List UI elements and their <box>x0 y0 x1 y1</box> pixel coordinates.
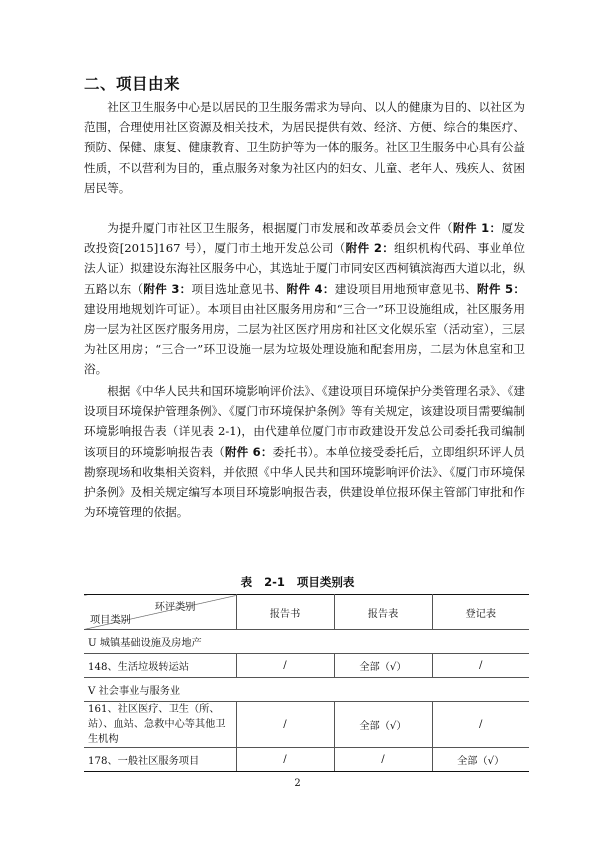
row-label: 178、一般社区服务项目 <box>84 748 236 772</box>
project-category-table <box>84 594 529 772</box>
paragraph-project-background <box>84 218 525 380</box>
page-number: 2 <box>294 778 301 789</box>
table-row <box>84 654 529 678</box>
diag-header-bottom: 项目类别 <box>90 615 131 626</box>
column-header: 报告表 <box>334 595 432 630</box>
table-cell: 全部（√） <box>334 654 432 678</box>
table-cell: / <box>432 702 529 748</box>
diag-header-top: 环评类别 <box>154 602 196 613</box>
table-section-row <box>84 678 529 702</box>
table-caption: 表 2-1 项目类别表 <box>240 575 355 589</box>
table-cell: 全部（√） <box>432 748 529 772</box>
row-label: 148、生活垃圾转运站 <box>84 654 236 678</box>
text-run: 建设项目用地预审意见书、 <box>334 281 478 296</box>
table-section-row <box>84 630 529 654</box>
paragraph-intro: 社区卫生服务中心是以居民的卫生服务需求为导向、以人的健康为目的、以社区为范围，合理使用社区资源及相关技术，为居民提供有效、经济、方便、综合的集医疗、预防、保健、康复、健康教育、卫生防护等为一体的服务。社区卫生服务中心具有公益性质，不以营利为目的，重点服务对象为社区内的妇女、儿童、老年人、残疾人、贫困居民等。 <box>84 100 525 195</box>
table-header-row <box>84 595 529 630</box>
table-row <box>84 702 529 748</box>
text-run: 根据《中华人民共和国环境影响评价法》、《建设项目环境保护分类管理名录》、《建设项目环境保护管理条例》、《厦门市环境保护条例》等有关规定，该建设项目需要编制环境影响报告表（详见表 2-1)，由代建单位厦门市市政建设开发总公司委托我司编制该项目的环境影响报告表（ <box>84 384 525 459</box>
table-cell: 全部（√） <box>334 702 432 748</box>
text-run: 项目选址意见书、 <box>191 281 287 296</box>
table-cell: / <box>236 702 334 748</box>
text-run: 为提升厦门市社区卫生服务，根据厦门市发展和改革委员会文件（ <box>107 221 453 235</box>
text-run: 委托书）。本单位接受委托后，立即组织环评人员勘察现场和收集相关资料，并依照《中华人民共和国环境影响评价法》、《厦门市环境保护条例》及相关规定编写本项目环境影响报告表，供建设单位报环保主管部门审批和作为环境管理的依据。 <box>84 444 525 520</box>
text-run: 建设用地规划许可证）。本项目由社区服务用房和“三合一”环卫设施组成，社区服务用房一层为社区医疗服务用房，二层为社区医疗用房和社区文化娱乐室（活动室），三层为社区用房；“三合一”环卫设施一层为垃圾处理设施和配套用房，二层为休息室和卫浴。 <box>84 301 525 377</box>
diagonal-header-cell <box>84 595 236 630</box>
column-header: 报告书 <box>236 595 334 630</box>
table-cell: / <box>432 654 529 678</box>
table-cell: / <box>236 748 334 772</box>
paragraph-legal-basis <box>84 381 525 522</box>
table-row <box>84 748 529 772</box>
section-label: U 城镇基础设施及房地产 <box>84 630 529 654</box>
table-cell: / <box>334 748 432 772</box>
attachment-ref: 附件 2： <box>345 241 395 256</box>
attachment-ref: 附件 6： <box>224 444 273 459</box>
text-run: 组织机构代码、事业单位法人证）拟建设东海社区服务中心，其选址于厦门市同安区西柯镇滨海西大道以北，纵五路以东（ <box>84 241 525 296</box>
attachment-ref: 附件 4： <box>286 281 335 296</box>
attachment-ref: 附件 3： <box>143 281 192 296</box>
section-label: V 社会事业与服务业 <box>84 678 529 702</box>
attachment-ref: 附件 5： <box>477 281 525 296</box>
row-label: 161、社区医疗、卫生（所、站）、血站、急救中心等其他卫生机构 <box>84 702 236 748</box>
attachment-ref: 附件 1： <box>452 221 502 235</box>
table-cell: / <box>236 654 334 678</box>
column-header: 登记表 <box>432 595 529 630</box>
text-run: 厦发改投资[2015]167 号），厦门市土地开发总公司（ <box>84 221 525 256</box>
section-heading: 二、项目由来 <box>84 75 181 93</box>
